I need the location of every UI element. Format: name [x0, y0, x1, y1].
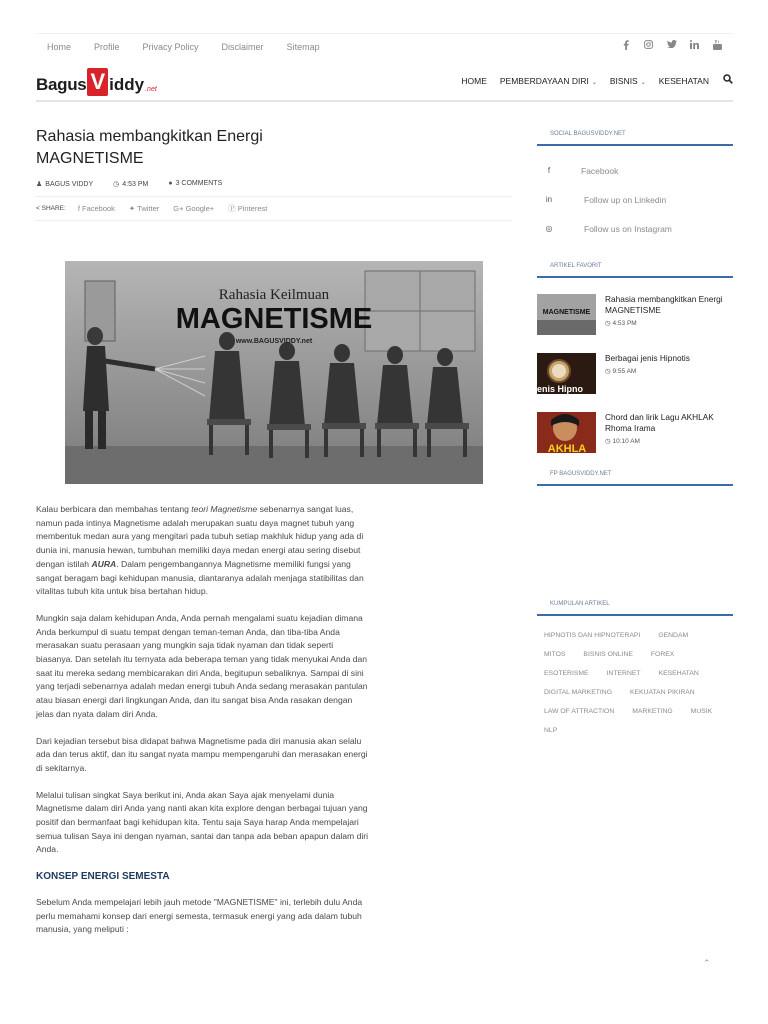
share-bar	[36, 196, 512, 221]
paragraph-3: Dari kejadian tersebut bisa didapat bahwa Magnetisme pada diri manusia akan selalu ada dan terus aktif, dan itu sangat nyata mampu mempengaruhi dan merasakan energi di sekitarnya.	[36, 735, 368, 773]
comments-icon: ●	[168, 180, 173, 187]
article-meta	[36, 180, 242, 188]
tag-link[interactable]: ESOTERISME	[544, 670, 589, 677]
post-time: 4:53 PM	[122, 181, 149, 188]
tag-link[interactable]: FOREX	[650, 651, 675, 658]
clock-icon: ◷	[605, 320, 613, 327]
tag-cloud	[537, 632, 733, 746]
sidebar-social-facebook[interactable]	[537, 156, 733, 185]
share-googleplus-label: Google+	[185, 204, 215, 213]
favorit-item[interactable]	[537, 353, 733, 394]
favorit-title-link[interactable]: Rahasia membangkitkan Energi MAGNETISME	[605, 294, 723, 315]
paragraph-1-emphasis: teori Magnetisme	[191, 504, 258, 514]
tag-link[interactable]: BISNIS ONLINE	[583, 651, 633, 658]
sidebar-social-instagram[interactable]	[537, 214, 733, 243]
favorit-time	[605, 367, 690, 375]
site-logo[interactable]	[36, 66, 157, 96]
googleplus-icon: G+	[173, 204, 186, 213]
youtube-icon[interactable]	[712, 40, 723, 52]
topnav-profile-link[interactable]: Profile	[94, 42, 120, 52]
paragraph-1-strong: AURA	[91, 558, 117, 569]
favorit-thumbnail[interactable]	[537, 353, 596, 394]
tag-link[interactable]: KESEHATAN	[658, 670, 699, 677]
tag-link[interactable]: INTERNET	[606, 670, 641, 677]
nav-home-label: HOME	[461, 75, 487, 86]
hero-title-text: MAGNETISME	[175, 303, 373, 335]
sidebar-social-facebook-label: Facebook	[581, 165, 619, 176]
share-twitter-button[interactable]	[129, 204, 159, 213]
sidebar-favorit-heading: ARTIKEL FAVORIT	[537, 263, 733, 278]
paragraph-1	[36, 503, 370, 599]
favorit-title-link[interactable]: Berbagai jenis Hipnotis	[605, 353, 690, 363]
facebook-icon[interactable]	[620, 40, 631, 52]
main-nav	[448, 74, 733, 87]
nav-home[interactable]	[461, 76, 487, 86]
favorit-list	[537, 294, 733, 453]
instagram-icon: ◎	[545, 224, 553, 233]
article-title: Rahasia membangkitkan Energi MAGNETISME	[36, 128, 263, 167]
top-social-icons	[620, 40, 723, 52]
sidebar-social-list	[537, 156, 733, 243]
favorit-thumbnail[interactable]	[537, 412, 596, 453]
favorit-info	[605, 353, 690, 394]
tag-link[interactable]: DIGITAL MARKETING	[544, 689, 612, 696]
nav-kesehatan-label: KESEHATAN	[658, 75, 709, 86]
tag-link[interactable]: KEKUATAN PIKIRAN	[629, 689, 695, 696]
comments-count: 3 COMMENTS	[175, 180, 223, 187]
nav-pemberdayaan-diri[interactable]	[500, 76, 597, 86]
sidebar-social-heading: SOCIAL BAGUSVIDDY.NET	[537, 131, 733, 146]
twitter-icon: ✦	[128, 204, 138, 213]
share-twitter-label: Twitter	[137, 204, 160, 213]
sidebar-social-linkedin[interactable]	[537, 185, 733, 214]
sidebar-social	[537, 131, 733, 243]
favorit-title-link[interactable]: Chord dan lirik Lagu AKHLAK Rhoma Irama	[605, 412, 714, 433]
tag-link[interactable]: LAW OF ATTRACTION	[544, 708, 615, 715]
scroll-to-top-icon[interactable]: ⌃	[703, 958, 711, 968]
favorit-thumb-text: enis Hipno	[537, 384, 584, 394]
logo-text-bagus: Bagus	[36, 75, 87, 94]
chevron-down-icon: ⌄	[640, 79, 646, 86]
top-nav	[47, 42, 343, 52]
logo-text-iddy: iddy	[109, 75, 145, 94]
chevron-down-icon: ⌄	[591, 79, 597, 86]
paragraph-1-text-b: sebenarnya sangat luas, namun pada intinya Magnetisme adalah merupakan suatu daya magnet tubuh yang membentuk medan aura yang mengitari pada tubuh setiap makhluk hidup yang ada di dunia ini, manusia hewan, tumbuhan memiliki daya medan energi atau sering disebut dengan istilah	[36, 504, 364, 569]
share-facebook-button[interactable]	[78, 204, 115, 213]
share-label-text: SHARE:	[41, 205, 66, 212]
favorit-info	[605, 412, 733, 453]
paragraph-1-text-c: . Dalam pengembangannya Magnetisme memiliki fungsi yang sangat beragam bagi kehidupan manusia, diantaranya adalah menjaga statibilitas dan vitalitas tubuh kita untuk bisa bertahan hidup.	[36, 558, 364, 597]
author-meta[interactable]	[36, 180, 103, 188]
article-body	[36, 503, 370, 950]
tag-link[interactable]: HIPNOTIS DAN HIPNOTERAPI	[544, 632, 641, 639]
hero-url-text: www.BAGUSVIDDY.net	[235, 338, 313, 345]
paragraph-4: Melalui tulisan singkat Saya berikut ini, Anda akan Saya ajak menyelami dunia Magnetisme dalam diri Anda yang nanti akan kita explore dengan berbagai tujuan yang positif dan bermanfaat bagi kehidupan kita. Tentu saja Saya harap Anda mempelajari semua tulisan Saya ini dengan nyaman, santai dan tanpa ada beban apapun dalam diri Anda.	[36, 789, 369, 855]
paragraph-2: Mungkin saja dalam kehidupan Anda, Anda pernah mengalami suatu kejadian dimana Anda berkumpul di suatu tempat dengan teman-teman Anda, dan tiba-tiba Anda merasakan suatu perasaan yang mungkin saja tidak nyaman dan tidak seperti biasanya. Dan setelah itu ternyata ada beberapa teman yang tidak menyukai Anda dan saat itu mereka sedang membicarakan diri Anda, begitupun sebaliknya. Sampai di sini yang terjadi sebenarnya adalah medan energi tubuh Anda sedang merasakan pantulan atau biasan energi dari lingkungan Anda, dan itu sangat bisa Anda rasakan dengan jelas dan nyata dalam diri Anda.	[36, 612, 368, 719]
favorit-item[interactable]	[537, 412, 733, 453]
paragraph-5: Sebelum Anda mempelajari lebih jauh metode "MAGNETISME" ini, terlebih dulu Anda perlu memahami konsep dari energi semesta, termasuk energi yang ada dalam tubuh manusia, yang meliputi :	[36, 896, 363, 935]
site-header	[36, 62, 733, 102]
nav-bisnis-label: BISNIS	[609, 75, 638, 86]
topnav-sitemap-link[interactable]: Sitemap	[286, 42, 320, 52]
nav-kesehatan[interactable]	[659, 76, 709, 86]
user-icon: ♟	[36, 181, 43, 188]
topnav-privacy-link[interactable]: Privacy Policy	[142, 42, 199, 52]
favorit-time-label: 9:55 AM	[612, 368, 637, 375]
sidebar-favorit	[537, 263, 733, 471]
tag-link[interactable]: MUSIK	[690, 708, 713, 715]
sidebar-social-instagram-label: Follow us on Instagram	[584, 223, 672, 234]
share-label	[36, 205, 66, 212]
facebook-icon: f	[547, 166, 551, 175]
sidebar-fp-heading: FP BAGUSVIDDY.NET	[537, 471, 733, 486]
favorit-info	[605, 294, 733, 335]
share-icon: <	[36, 205, 40, 212]
favorit-item[interactable]	[537, 294, 733, 335]
pinterest-icon: Ⓟ	[228, 204, 238, 213]
top-bar	[36, 33, 733, 59]
author-name: BAGUS VIDDY	[45, 181, 94, 188]
share-pinterest-label: Pinterest	[237, 204, 268, 213]
search-icon[interactable]	[723, 74, 733, 87]
share-facebook-label: Facebook	[81, 204, 115, 213]
tag-link[interactable]: MITOS	[544, 651, 566, 658]
favorit-time	[605, 437, 733, 445]
nav-bisnis[interactable]	[610, 76, 646, 86]
share-pinterest-button[interactable]	[228, 203, 267, 214]
tag-link[interactable]: MARKETING	[632, 708, 673, 715]
twitter-icon[interactable]	[666, 40, 677, 52]
sidebar-tags-heading: KUMPULAN ARTIKEL	[537, 601, 733, 616]
comments-meta[interactable]	[168, 180, 232, 188]
topnav-home-link[interactable]: Home	[47, 42, 72, 52]
favorit-thumbnail[interactable]	[537, 294, 596, 335]
clock-icon: ◷	[605, 438, 613, 445]
sidebar-tags	[537, 601, 733, 746]
facebook-icon: f	[77, 204, 82, 213]
sidebar-fp	[537, 471, 733, 486]
clock-icon: ◷	[113, 181, 120, 188]
hero-image	[65, 261, 483, 484]
tag-link[interactable]: GENDAM	[658, 632, 689, 639]
instagram-icon[interactable]	[643, 40, 654, 52]
favorit-thumb-text: MAGNETISME	[542, 309, 591, 316]
paragraph-1-text-a: Kalau berbicara dan membahas tentang	[36, 504, 192, 514]
favorit-time-label: 10:10 AM	[612, 438, 640, 445]
tag-link[interactable]: NLP	[544, 727, 558, 734]
favorit-time-label: 4:53 PM	[612, 320, 637, 327]
time-meta	[113, 180, 158, 188]
topnav-disclaimer-link[interactable]: Disclaimer	[221, 42, 264, 52]
share-googleplus-button[interactable]	[173, 204, 214, 213]
logo-text-net: .net	[145, 86, 157, 93]
linkedin-icon[interactable]	[689, 40, 700, 52]
hero-subtitle-text: Rahasia Keilmuan	[218, 287, 330, 303]
section-heading: KONSEP ENERGI SEMESTA	[36, 871, 170, 883]
clock-icon: ◷	[605, 368, 613, 375]
favorit-thumb-text: AKHLA	[547, 443, 587, 453]
linkedin-icon: in	[545, 195, 553, 204]
nav-pemberdayaan-label: PEMBERDAYAAN DIRI	[499, 75, 589, 86]
logo-v-badge: V	[87, 68, 108, 96]
sidebar-social-linkedin-label: Follow up on Linkedin	[584, 194, 667, 205]
favorit-time	[605, 319, 733, 327]
